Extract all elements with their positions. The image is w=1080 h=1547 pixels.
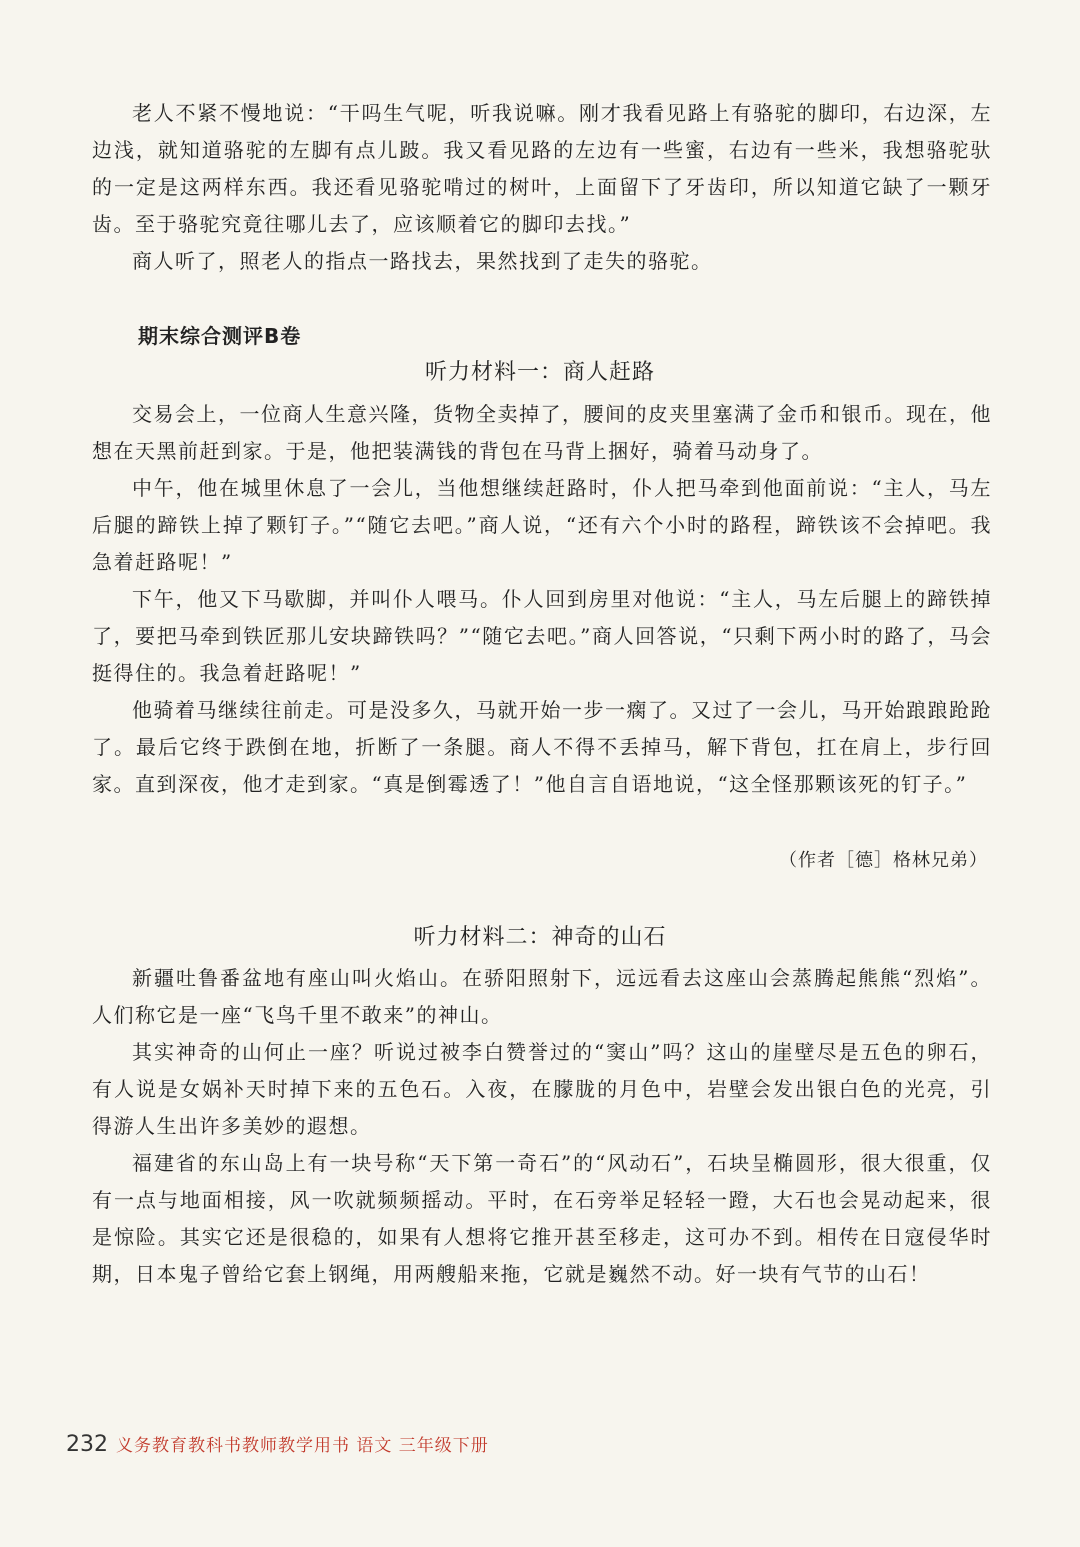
intro-paragraph-1: 老人不紧不慢地说：“干吗生气呢，听我说嘛。刚才我看见路上有骆驼的脚印，右边深，左边浅，就知道骆驼的左脚有点儿跛。我又看见路的左边有一些蜜，右边有一些米，我想骆驼驮的一定是这两样东西。我还看见骆驼啃过的树叶，上面留下了牙齿印，所以知道它缺了一颗牙齿。至于骆驼究竟往哪儿去了，应该顺着它的脚印去找。” <box>92 101 992 236</box>
material-one-paragraph-3: 下午，他又下马歇脚，并叫仆人喂马。仆人回到房里对他说：“主人，马左后腿上的蹄铁掉了，要把马牵到铁匠那儿安块蹄铁吗？”“随它去吧。”商人回答说，“只剩下两小时的路了，马会挺得住的。我急着赶路呢！” <box>92 587 992 685</box>
author-attribution: （作者［德］格林兄弟） <box>779 850 988 871</box>
material-two-paragraph-1: 新疆吐鲁番盆地有座山叫火焰山。在骄阳照射下，远远看去这座山会蒸腾起熊熊“烈焰”。人们称它是一座“飞鸟千里不敢来”的神山。 <box>92 966 992 1027</box>
page-number: 232 <box>66 1432 108 1457</box>
page-footer <box>66 1431 489 1457</box>
material-one-paragraph-4: 他骑着马继续往前走。可是没多久，马就开始一步一瘸了。又过了一会儿，马开始踉踉跄跄了。最后它终于跌倒在地，折断了一条腿。商人不得不丢掉马，解下背包，扛在肩上，步行回家。直到深夜，他才走到家。“真是倒霉透了！”他自言自语地说，“这全怪那颗该死的钉子。” <box>92 698 992 796</box>
material-two-paragraph-3: 福建省的东山岛上有一块号称“天下第一奇石”的“风动石”，石块呈椭圆形，很大很重，仅有一点与地面相接，风一吹就频频摇动。平时，在石旁举足轻轻一蹬，大石也会晃动起来，很是惊险。其实它还是很稳的，如果有人想将它推开甚至移走，这可办不到。相传在日寇侵华时期，日本鬼子曾给它套上钢绳，用两艘船来拖，它就是巍然不动。好一块有气节的山石！ <box>92 1151 992 1286</box>
material-two-title: 听力材料二：神奇的山石 <box>413 925 667 950</box>
material-one-title: 听力材料一：商人赶路 <box>424 360 655 385</box>
material-one-paragraph-1: 交易会上，一位商人生意兴隆，货物全卖掉了，腰间的皮夹里塞满了金币和银币。现在，他想在天黑前赶到家。于是，他把装满钱的背包在马背上捆好，骑着马动身了。 <box>92 402 992 463</box>
material-two-paragraph-2: 其实神奇的山何止一座？听说过被李白赞誉过的“窦山”吗？这山的崖壁尽是五色的卵石，有人说是女娲补天时掉下来的五色石。入夜，在朦胧的月色中，岩壁会发出银白色的光亮，引得游人生出许多美妙的遐想。 <box>92 1040 992 1138</box>
material-one-body <box>92 396 992 803</box>
intro-paragraph-2: 商人听了，照老人的指点一路找去，果然找到了走失的骆驼。 <box>132 249 713 273</box>
section-heading: 期末综合测评B卷 <box>138 324 302 348</box>
intro-story <box>92 95 992 280</box>
material-one-paragraph-2: 中午，他在城里休息了一会儿，当他想继续赶路时，仆人把马牵到他面前说：“主人，马左后腿的蹄铁上掉了颗钉子。”“随它去吧。”商人说，“还有六个小时的路程，蹄铁该不会掉吧。我急着赶路呢！” <box>92 476 992 574</box>
book-title: 义务教育教科书教师教学用书 语文 三年级下册 <box>116 1436 489 1456</box>
material-two-body <box>92 960 992 1293</box>
